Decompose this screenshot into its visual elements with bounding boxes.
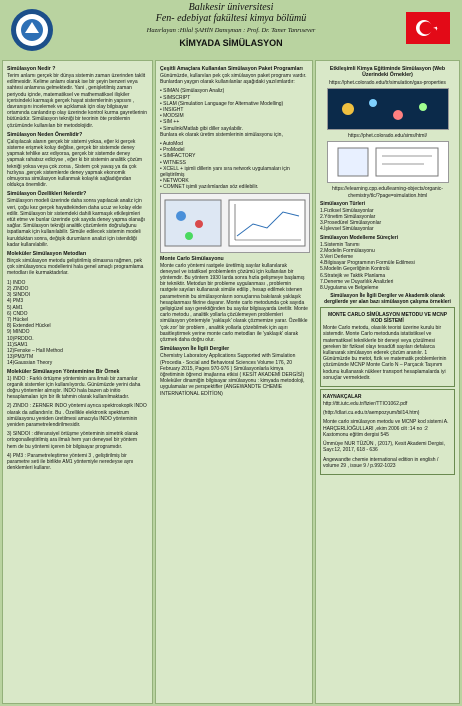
header: [0, 0, 462, 58]
list-item: 13)PM3/TM: [7, 354, 34, 361]
turkish-flag-icon: [406, 12, 450, 44]
list-item: 8) Extended Hückel: [7, 323, 51, 330]
section-title: Simülasyon Özellikleri Nelerdir?: [7, 191, 87, 198]
list-item: 4.İşlevsel Simülasyonlar: [320, 226, 374, 233]
list-item: • SIMAN (Simülasyon Analiz): [160, 88, 225, 95]
list-item: 11)SAM1: [7, 341, 28, 348]
list-item: 3) SINDOI: [7, 292, 31, 299]
list-item: 7) Hückel: [7, 316, 29, 323]
list-item: • NETWORK: [160, 178, 189, 185]
list-item: 3.Prosedürel Simülasyonlar: [320, 220, 382, 227]
list-item: 12)Fenske – Hall Method: [7, 347, 63, 354]
section-title: Çeşitli Amaçlara Kullanılan Simülasyon Paket Programları: [160, 66, 303, 72]
list-item: 4) PM3: [7, 298, 24, 305]
simulation-image: [160, 193, 310, 253]
list-item: 2) ZINDO : ZERNER INDO yöntemi ayrıca spektroskopik INDO olarak da adlandırılır. Bu . Özellikle elektronik spektrum simülasyonu yeniden üretilmesi amacıyla INDO yönteminin yeniden parametrelendirilmesidir.: [7, 403, 147, 428]
list-item: • COMNET işimli yazılımlardan söz edilebilir.: [160, 184, 259, 191]
web-link[interactable]: https://phet.colorado.edu/tr/simulation/gas-properties: [329, 80, 446, 86]
software-list-2: [160, 141, 308, 191]
reference-item[interactable]: (http://dlari.cu.edu.tr/aempozyum/bil14.htm): [323, 410, 420, 417]
references-box: [320, 389, 455, 475]
list-item: • INSIGHT: [160, 107, 184, 114]
types-list: [320, 208, 455, 233]
list-item: • AutoMod: [160, 141, 183, 148]
reference-item: Monte carlo simülasyon metodu ve MCNP kod sistemi A. HARÇERLİOĞULLARI ,ekim 2006 cilt :14 no :2 Kastomonu eğitim dergisi 545: [323, 419, 449, 438]
list-item: 1) INDO: [7, 279, 26, 286]
list-item: 2) ZINDO: [7, 285, 29, 292]
section-text: Simülasyon modeli üzerinde daha sonra yapılacak analiz için veri, çoğu kez gerçek hayattekinden daha ucuz ve kolay elde edilir. Simülasyon bir sistemdeki dahili karmaşık etkileşimleri etüt etme ve bunlar üzerinde çok sayıda deney yapma olanağı sağlar. Simülasyon tekniği analitik çözümlerin doğruluğunu ispatlamak için kullanılabilir. Simüle edilecek sistemin modeli kurulduktan sonra, değişik durumların analizi için istenildiği kadar kullanılabilir.: [7, 198, 145, 248]
list-item: 1.Sistemin Tanımı: [320, 241, 360, 248]
list-item: 3.Veri Derleme: [320, 254, 354, 261]
list-item: 2.Modelin Formülasyonu: [320, 247, 375, 254]
web-link[interactable]: https://elearning.cpp.edu/learning-objects/organic-chemistry/tlc/?page=simulation.html: [332, 186, 443, 199]
references-title: KAYNAKÇALAR: [323, 394, 362, 401]
list-item: • MODSIM: [160, 113, 184, 120]
list-item: • ProModel: [160, 147, 185, 154]
faculty-name: Fen- edebiyat fakültesi kimya bölümü: [155, 13, 307, 24]
section-title: Simülasyon Türleri: [320, 200, 366, 207]
list-item: 6) CNDO: [7, 310, 28, 317]
list-item: • SIMFACTORY: [160, 153, 196, 160]
section-title: Simülasyon İle İlgili Dergiler: [160, 346, 230, 353]
section-text: Monte carlo yöntemi rastgele üretilmiş sayılar kullanılarak deneysel ve istatiksel problemlerin çözümü için kullanılan bir yöntemdir. Bu yöntem 1930 larda sonra hızla gelişmeye başlamış bir tekniktir. Metodun bir probleme uygulanması , problemin rastgele sayıları kullanarak simüle edilip , hesap edilmek istenen parametrenin bu simülasyonların sonuçlarına bakılarak yaklaşık hesaplanması fikrine dayanır. Monte carlo metodunda çok sayıda gelişigüzel sayı gerektiğinden bu sayılar bilgisayarda üretilir. Monte carlo metodu , analitik yollarla çözülemeyen problemleri simülasyon yöntemiyle 'yaklaşık' olarak çözmemize yarar. Özellikle 'çok zor' bir problem , analitik yollarla çözebilmek için aşırı basitleştirmek yerine monte carlo metodları ile 'yaklaşık' olarak çözmek daha doğru olur.: [160, 262, 308, 344]
list-item: 1.Fiziksel Simülasyonlar: [320, 207, 374, 214]
authors-line: Hazırlayan :Hilal ŞAHİN Danışman : Prof. Dr. Taner Tanrısever: [146, 27, 316, 34]
list-item: 5) AM1: [7, 304, 23, 311]
reference-item: Ümmüye NUR TÜZÜN , (2017), Kesit Akademi Dergisi, Sayı:12, 2017, 618 - 636: [323, 441, 445, 454]
section-text: Çalışılacak alanın gerçek bir sistemi yoksa, eğer ki gerçek sisteme erişmek koluy değilse, gerçek bir sistemde deney yapmak tehlike arz ediyorsa, gerçek bir sistemde deney yapmak rahatsız ediciyse , eğer ki bir sistemin analitik çözüm tekniği yoksa veya çok zorsa , Sistem çok yavaş ya da çok hızlıysa ,gerçek sistemlerde deney yapmak ekonomik olmuyorsa simülasyon kullanmak kolaylık sağladığından oldukça önemlidir.: [7, 138, 143, 189]
list-item: • XCELL + işimli dillerin yanı sıra network uygulamaları için geliştirilmiş: [160, 165, 290, 179]
section-title: Simülasyon Modelleme Süreçleri: [320, 234, 399, 241]
column-left: [2, 60, 153, 704]
list-item: 7.Deneme ve Duyarlılık Analizleri: [320, 278, 394, 285]
list-item: 14)Gaussian Theory: [7, 360, 53, 367]
software-list: [160, 88, 308, 131]
study-title: MONTE CARLO SİMÜLASYON METODU VE MCNP KOD SİSTEMİ: [327, 312, 448, 325]
phet-screenshot: [327, 88, 449, 130]
section-title: Moleküler Simülasyon Metodları: [7, 251, 87, 258]
list-item: 5.Modelin Geçerliğinin Kontrolü: [320, 266, 390, 273]
section-text: Chemistry Laboratory Applications Supported with Simulation (Procedia - Social and Behavioral Sciences Volume 176, 20 February 2015, Pages 970-976 ) Simülasyonlarla kimya öğretiminin öğrenci imajlarına etkisi ( KESİT AKADEMİ DERGİSİ) Moleküler dinamiğin bilgisayar simülasyonu : kimyada metodoloji, uygulamalar ve perspektifler (ANGEWANDTE CHEMIE INTERNATİONAL EDİTİON): [160, 353, 305, 397]
column-middle: [155, 60, 313, 704]
section-title: Simülasyon Nedir ?: [7, 66, 56, 72]
section-text: Terim anlamı gerçek bir dünya sistemin zaman üzerinden taklit edilmesidir. Kelime anlamı olarak ise bir şeyin benzeri veya sahtesi anlamına gelmektedir. Yani , genişletilmiş zaman periyodu içinde, matematiksel ve mathematiksel ilişkiler içerisindeki karmaşık gerçek hayat sistemlerinin yapısını , davranışını incelemek ve açıklamak için olay bilgisayar ortamında canlandırıp olay üzerinde kontrol kurma gayretlerinin bütünüdür. Simülasyon tekniği bir teorinin öte problemin çözümünde kullanılan bir metodolojidir.: [7, 73, 148, 129]
reference-item[interactable]: http://ttt.iutc.edu.tr/fizier/TTIO1062.pdf: [323, 401, 408, 408]
section-title: Etkileşimli Kimya Eğitiminde Simülasyon (Web Üzerindeki Örnekler): [329, 66, 446, 78]
tlc-screenshot: [327, 141, 449, 183]
reference-item: Angewandte chemie international edition in english / volume 29 , issue 9 / p.992-1023: [323, 456, 439, 469]
list-item: 6.Stratejik ve Taktik Planlama: [320, 272, 386, 279]
section-title: Simülasyon İle İlgili Dergiler ve Akademik olarak dergilerde yer alan bazı simülasyon çalışma örnekleri: [324, 293, 451, 306]
list-item: 4.Bilgisayar Programının Formüle Edilmesi: [320, 260, 415, 267]
list-item: • WITNESS: [160, 159, 186, 166]
list-item: • SIM ++: [160, 119, 180, 126]
section-text: Birçok simülasyon metodu geliştirilmiş olmasına rağmen, pek çok simülasyoncu modellerini hala genel amaçlı programlama metodları ile kurmaktadırlar.: [7, 258, 144, 277]
list-item: 2.Yönetim Simülasyonlar: [320, 214, 376, 221]
section-title: Monte Carlo Simülasyonu: [160, 255, 224, 262]
column-right: [315, 60, 460, 704]
list-item: 4) PM3 : Parametreleştirme yöntemi 3 , geliştirilmiş bir parametre seti ile birlikte AM1 yöntemiyle neredeyse aynı denklemleri kullanır.: [7, 452, 134, 472]
page-title: KİMYADA SİMÜLASYON: [179, 38, 283, 48]
list-item: 1) INDO : Farklı örtüşme yönteminin ara ilmalı bir zamanlar organik sistemler için kullanılıyordu. Günümüzde yerini daha doğru yöntemler almıştır. INDO hala bazen ab initio hesaplamaları için bir ilk tahmin olarak kullanılmaktadır.: [7, 375, 141, 401]
list-item: 9) MINDO: [7, 329, 30, 336]
university-name: Balıkesir üniversitesi: [188, 2, 274, 13]
method-list: [7, 280, 148, 367]
section-text: Bunlara ek olarak üretim sistemlerinin simülasyonu için,: [160, 131, 283, 138]
list-item: • Simulink/Matlab gibi diller sayılabilir.: [160, 125, 243, 132]
list-item: • SIMSCRIPT: [160, 94, 191, 101]
section-title: Simülasyon Neden Önemlidir?: [7, 131, 83, 138]
study-box: [320, 307, 455, 387]
list-item: 3) SINDOI : diferansiyel örtüşme yönteminin simetrik olarak ortogonalleştirilmiş ara ilmalı hem yarı deneysel bir yöntem hem de bu yöntemi içeren bir bilgisayar programıdır.: [7, 431, 139, 450]
list-item: • SLAM (Simulation Language for Alternative Modelling): [160, 100, 284, 107]
section-title: Moleküler Simülasyon Yönteminine Bir Örnek: [7, 368, 120, 375]
section-text: Monte Carlo metodu, olasılık teorisi üzerine kurulu bir sistemdir. Monte Carlo metodunda istatistiksel ve matematiksel tekniklerle bir deneyi veya çözülmesi gereken bir fiziksel olayı tesadüfi sayıları defalarca kullanarak simülasyon ederek çözüm aranılır. 1 Günümüzde bu metot, fizik ve matematik problemlerinin çözümünde MCNP Monte Carlo N – Parçacık Taşınım kodunu kullanarak nükleer transport hesaplamalarda iyi sonuçlar vermektedir.: [323, 325, 447, 381]
list-item: 10)PRDDO.: [7, 335, 34, 342]
section-text: Günümüzde, kullanılan pek çok simülasyon paket programı vardır. Bunlardan yaygın olarak kullanılanlar aşağıdaki yazılımlardır:: [160, 73, 307, 86]
process-list: [320, 242, 455, 292]
web-link[interactable]: https://phet.colorado.edu/sims/html/: [348, 133, 427, 140]
list-item: 8.Uygulama ve Belgeleme: [320, 285, 379, 292]
